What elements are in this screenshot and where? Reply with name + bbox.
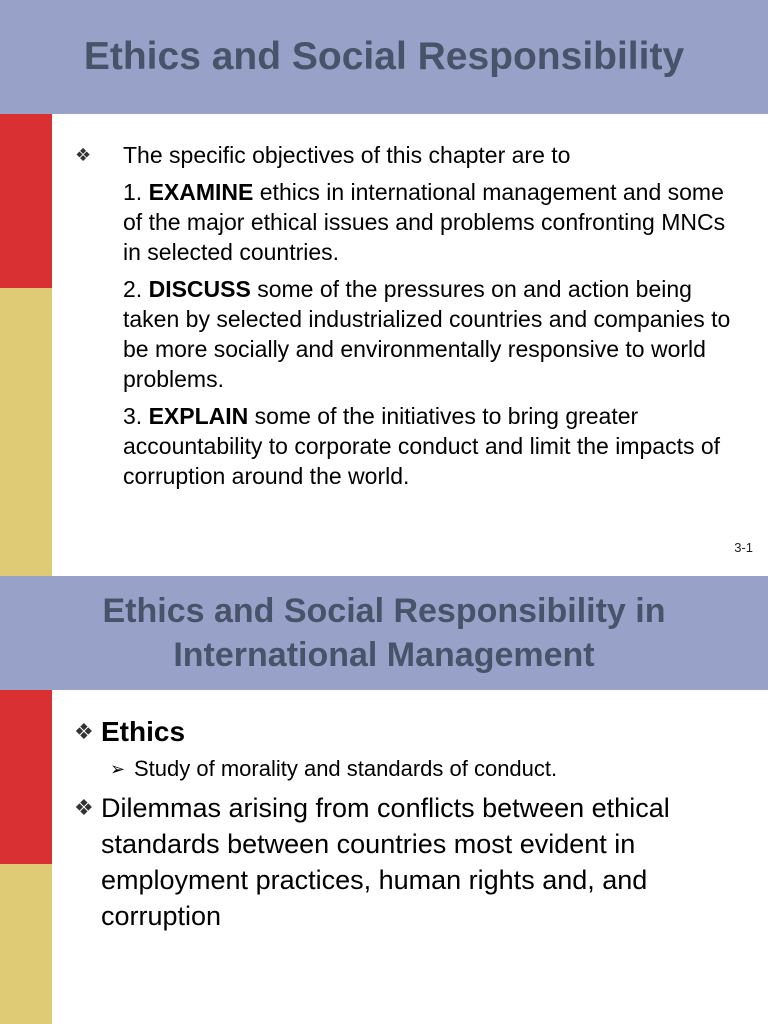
objective-keyword: EXPLAIN <box>148 403 249 429</box>
slide-2-title-line-1: Ethics and Social Responsibility in <box>102 592 666 630</box>
slide-2-body <box>74 714 734 934</box>
objective-keyword: DISCUSS <box>148 276 251 302</box>
ethics-heading: Ethics <box>101 716 186 747</box>
objective-text: some of the pressures on and action being taken by selected industrialized countries and companies to be more socially and environmentally responsive to world problems. <box>123 276 731 392</box>
accent-bar-yellow <box>0 288 52 576</box>
objective-number: 2. <box>123 276 149 302</box>
diamond-bullet-icon: ❖ <box>74 719 94 744</box>
objective-number: 3. <box>123 403 149 429</box>
objective-text: some of the initiatives to bring greater accountability to corporate conduct and limit the impacts of corruption around the world. <box>123 403 721 489</box>
accent-bar-red <box>0 114 52 288</box>
slide-2 <box>0 576 768 1024</box>
objective-number: 1. <box>123 179 149 205</box>
objectives-intro: The specific objectives of this chapter are to <box>123 142 571 168</box>
objective-item <box>123 177 732 267</box>
page-number: 3-1 <box>734 540 753 555</box>
objective-item <box>123 401 732 491</box>
arrowhead-bullet-icon: ➢ <box>110 759 126 779</box>
objectives-list <box>72 140 732 491</box>
objective-keyword: EXAMINE <box>148 179 254 205</box>
diamond-bullet-icon: ❖ <box>74 795 94 820</box>
objective-text: ethics in international management and some of the major ethical issues and problems confronting MNCs in selected countries. <box>123 179 726 265</box>
slide-2-title <box>0 576 768 690</box>
slide-2-title-line-2: International Management <box>173 636 595 674</box>
slide-1-title: Ethics and Social Responsibility <box>0 0 768 114</box>
objective-item <box>123 274 732 394</box>
dilemma-text: Dilemmas arising from conflicts between ethical standards between countries most evident in employment practices, human rights and, and corruption <box>101 793 670 931</box>
accent-bar-yellow <box>0 864 52 1024</box>
accent-bar-red <box>0 690 52 864</box>
ethics-definition: Study of morality and standards of conduct. <box>134 756 558 781</box>
diamond-bullet-icon: ❖ <box>75 145 92 165</box>
